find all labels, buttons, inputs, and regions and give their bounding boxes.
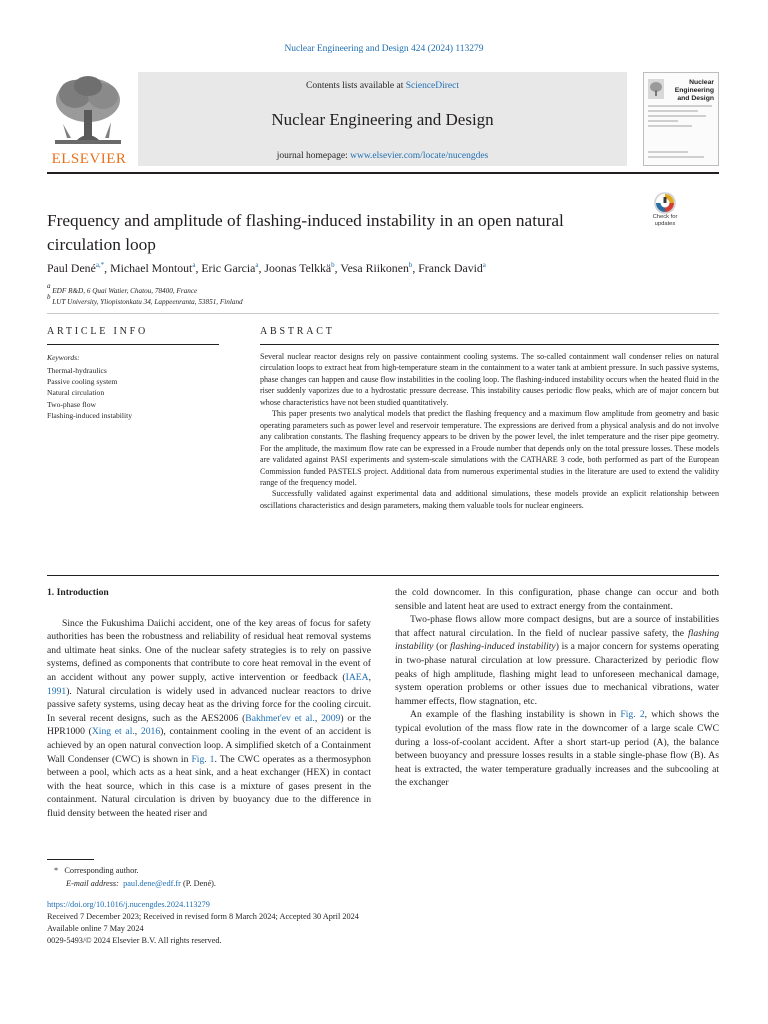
email-note: E-mail address: paul.dene@edf.fr (P. Dené). bbox=[66, 879, 216, 888]
email-link[interactable]: paul.dene@edf.fr bbox=[123, 879, 181, 888]
cover-line bbox=[648, 105, 712, 107]
cover-line bbox=[648, 110, 698, 112]
check-for-updates-badge[interactable] bbox=[646, 192, 684, 227]
keyword: Passive cooling system bbox=[47, 377, 118, 387]
article-metadata bbox=[47, 899, 359, 947]
text-run: , which shows the typical evolution of the mass flow rate in the downcomer of a large scale CWC during a loss-of-coolant accident. After a short start-up period (A), the balance between buoyancy and pressure losses results in a stable single-phase flow (B). As heat is extracted, the water temperature gradually increases and the subcooling at the exchanger bbox=[395, 709, 719, 789]
emphasis: flashing-induced instability bbox=[450, 641, 556, 653]
abstract-rule bbox=[260, 344, 719, 345]
abstract-heading: ABSTRACT bbox=[260, 326, 335, 337]
journal-header bbox=[47, 70, 719, 168]
check-updates-icon bbox=[653, 192, 677, 214]
text-run: , bbox=[314, 712, 322, 724]
journal-citation[interactable]: Nuclear Engineering and Design 424 (2024) 113279 bbox=[284, 44, 484, 54]
intro-paragraph bbox=[47, 617, 371, 821]
text-run: ) or the HPR1000 ( bbox=[47, 712, 371, 738]
cover-line bbox=[648, 156, 704, 158]
citation-link[interactable]: 1991 bbox=[47, 685, 67, 697]
text-run: , bbox=[368, 671, 371, 683]
emphasis: flashing instability bbox=[395, 627, 719, 653]
journal-homepage-link[interactable]: www.elsevier.com/locate/nucengdes bbox=[350, 151, 489, 161]
keyword: Natural circulation bbox=[47, 388, 105, 398]
text-run: ), containment cooling in the event of an accident is achieved by an open natural convection loop. A simplified sketch of a Containment Wall Condenser (CWC) is shown in bbox=[47, 726, 372, 765]
text-run: (or bbox=[433, 641, 450, 653]
copyright-line: 0029-5493/© 2024 Elsevier B.V. All rights reserved. bbox=[47, 936, 222, 946]
check-updates-label: Check for updates bbox=[652, 214, 678, 227]
text-run: Two-phase flows allow more compact designs, but are a source of instabilities that affect natural circulation. In the field of nuclear passive safety, the bbox=[395, 614, 719, 639]
keyword-list bbox=[47, 365, 132, 421]
citation-link[interactable]: 2009 bbox=[321, 712, 341, 724]
text-run: Since the Fukushima Daiichi accident, one of the key areas of focus for safety authorities has been the robustness and reliability of residual heat removal systems and ultimate heat sinks. One of the nuclear safety strategies is to rely on passive systems, defined as components that contribute to core heat removal in the event of an accident without any power supply, active intervention or feedback ( bbox=[47, 617, 371, 683]
citation-link[interactable]: Xing et al. bbox=[91, 726, 135, 738]
author-affiliation-marker[interactable]: a,* bbox=[95, 261, 105, 269]
text-run: , bbox=[134, 726, 141, 738]
citation-link[interactable]: IAEA bbox=[345, 671, 369, 683]
header-divider bbox=[47, 172, 719, 174]
author-name[interactable]: Michael Montout bbox=[110, 261, 193, 275]
journal-banner bbox=[138, 72, 627, 166]
introduction-heading: 1. Introduction bbox=[47, 587, 109, 598]
abstract-paragraph: Several nuclear reactor designs rely on passive containment cooling systems. The so-called containment wall condenser relies on natural circulation loops to extract heat from high-temperature steam in the containment to a water tank at ambient pressure. In such passive systems, phase changes can happen and cause flow instabilities in the cooling loop. The flashing-induced instability occurs when the heated fluid in the riser suddenly vaporizes due to a hydrostatic pressure decrease. This instability causes periodic flow peaks, which are of major concern but whose characteristics have not been studied quantitatively. bbox=[260, 352, 719, 407]
author-affiliation-marker[interactable]: a bbox=[255, 261, 259, 269]
citation-link[interactable]: Fig. 1 bbox=[191, 753, 215, 765]
affiliation-b: $^b$ LUT University, Yliopistonkatu 34, Lappeenranta, 53851, Finland bbox=[47, 293, 243, 306]
abstract-body bbox=[260, 351, 719, 511]
author-name[interactable]: Joonas Telkkä bbox=[264, 261, 332, 275]
abstract-paragraph: Successfully validated against experimental data and additional simulations, these models provide an explicit relationship between oscillations characteristics and design parameters, making them valuable tools for nuclear engineers. bbox=[260, 489, 719, 510]
article-info-heading: ARTICLE INFO bbox=[47, 326, 149, 337]
cover-line bbox=[648, 125, 692, 127]
cover-line bbox=[648, 151, 688, 153]
keywords-label: Keywords: bbox=[47, 353, 80, 362]
article-info-rule bbox=[47, 344, 219, 345]
elsevier-wordmark: ELSEVIER bbox=[51, 151, 127, 167]
footnote-divider bbox=[47, 859, 94, 860]
cover-title: Nuclear Engineering and Design bbox=[674, 79, 714, 102]
keyword: Two-phase flow bbox=[47, 399, 97, 409]
cover-line bbox=[648, 120, 678, 122]
elsevier-logo[interactable] bbox=[47, 72, 129, 166]
author-affiliation-marker[interactable]: b bbox=[331, 261, 335, 269]
text-run: ) is a major concern for systems operating in two-phase natural circulation at low pressure. Characterized by periodic flow peaks of high amplitude, flashing might lead to unforeseen mechanical damage, system operation problems or other issues due to mechanical vibrations, water hammer effects, flow stagnation, etc. bbox=[395, 641, 719, 707]
author-name[interactable]: Vesa Riikonen bbox=[340, 261, 409, 275]
corresponding-author-note: * Corresponding author. bbox=[54, 866, 139, 875]
cover-logo-icon bbox=[648, 79, 664, 99]
abstract-bottom-rule bbox=[47, 575, 719, 576]
online-date: Available online 7 May 2024 bbox=[47, 924, 144, 934]
article-title: Frequency and amplitude of flashing-induced instability in an open natural circulation loop bbox=[47, 211, 564, 254]
abstract-paragraph: This paper presents two analytical models that predict the flashing frequency and a maximum flow amplitude from geometry and basic operating parameters such as power level and reservoir temperature. The expressions are derived from a physical analysis and do not involve any calibration constants. The flashing frequency appears to be driven by the power level, the inlet temperature and the riser pipe geometry. For the amplitude, the maximum flow rate can be expressed in a Froude number that depends only on the total pressure losses. These models are validated against PASI experiments and system-scale simulations with the CATHARE 3 code, both performed as part of the European Commission funded PASTELS project. Additional data from numerous experimental studies in the literature are used to extend the validity range of the frequency model. bbox=[260, 409, 719, 487]
text-run: ). Natural circulation is widely used in advanced nuclear reactors to drive passive safety systems, using decay heat as the driving force for the cooling circuit. In several recent designs, such as the AES2006 ( bbox=[47, 685, 371, 724]
author-name[interactable]: Paul Dené bbox=[47, 261, 96, 275]
doi-link[interactable]: https://doi.org/10.1016/j.nucengdes.2024.113279 bbox=[47, 900, 210, 909]
journal-title: Nuclear Engineering and Design bbox=[271, 110, 494, 129]
author-affiliation-marker[interactable]: b bbox=[408, 261, 413, 269]
received-dates: Received 7 December 2023; Received in revised form 8 March 2024; Accepted 30 April 2024 bbox=[47, 912, 359, 922]
text-run: An example of the flashing instability is shown in bbox=[410, 709, 621, 721]
keyword: Flashing-induced instability bbox=[47, 410, 132, 420]
author-name[interactable]: Eric Garcia bbox=[201, 261, 256, 275]
text-run: . The CWC operates as a thermosyphon between a pool, which acts as a heat sink, and a heat exchanger (HEX) in contact with the heat source, which in this case is a mixture of gases present in the containment. Natural circulation is driven by buoyancy due to the difference in fluid density between the heated riser and bbox=[47, 753, 371, 819]
intro-paragraph bbox=[395, 708, 719, 790]
right-column bbox=[395, 586, 719, 790]
author-affiliation-marker[interactable]: a bbox=[482, 261, 486, 269]
contents-line: Contents lists available at ScienceDirect bbox=[305, 81, 459, 91]
citation-link[interactable]: Fig. 2 bbox=[620, 709, 645, 721]
author-affiliation-marker[interactable]: a bbox=[192, 261, 196, 269]
citation-link[interactable]: 2016 bbox=[140, 726, 161, 738]
author-list: Paul Dené$^{a,*}$, Michael Montout$^a$, Eric Garcia$^a$, Joonas Telkkä$^b$, Vesa Riikonen$^b$, Franck David$^a$ bbox=[47, 261, 486, 275]
cover-line bbox=[648, 115, 706, 117]
affiliation-a: $^a$ EDF R&D, 6 Quai Watier, Chatou, 78400, France bbox=[47, 282, 198, 295]
intro-paragraph bbox=[395, 613, 719, 708]
intro-paragraph-continued: the cold downcomer. In this configuration, phase change can occur and both sensible and latent heat are used to extract energy from the containment. bbox=[395, 587, 719, 612]
left-column bbox=[47, 586, 371, 821]
affiliation-divider bbox=[47, 313, 719, 314]
citation-link[interactable]: Bakhmet'ev et al. bbox=[245, 712, 315, 724]
elsevier-tree-icon bbox=[47, 72, 129, 150]
sciencedirect-link[interactable]: ScienceDirect bbox=[405, 81, 459, 91]
author-name[interactable]: Franck David bbox=[418, 261, 483, 275]
homepage-line: journal homepage: www.elsevier.com/locate/nucengdes bbox=[276, 151, 489, 161]
keyword: Thermal-hydraulics bbox=[47, 366, 107, 375]
journal-cover-thumbnail[interactable] bbox=[643, 72, 719, 166]
